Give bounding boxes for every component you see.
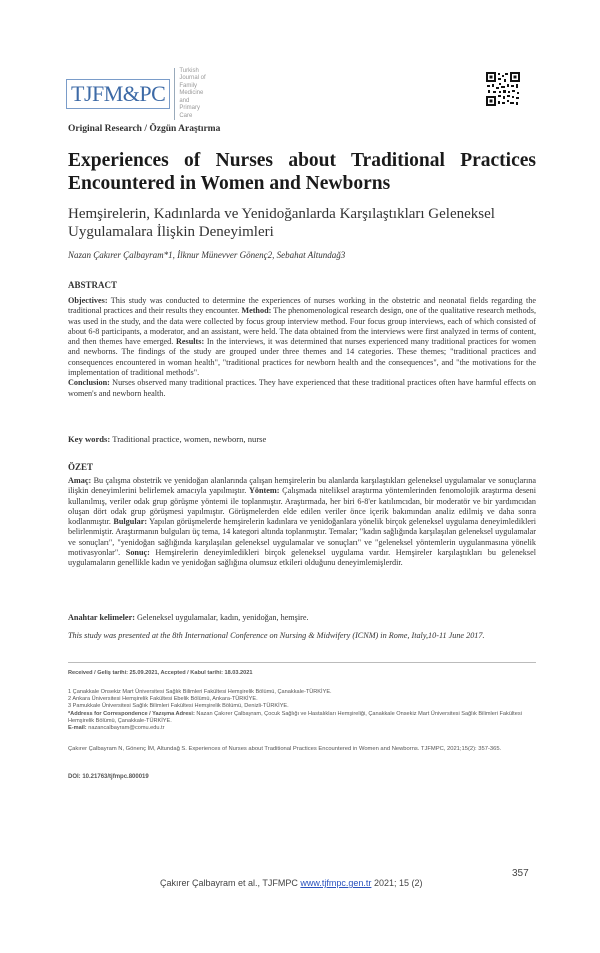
amac-label: Amaç: <box>68 476 92 485</box>
keywords-label: Key words: <box>68 434 111 444</box>
affiliation-line: 3 Pamukkale Üniversitesi Sağlık Bilimleri Fakültesi Hemşirelik Bölümü, Denizli-TÜRKİYE. <box>68 703 289 710</box>
method-label: Method: <box>241 306 272 316</box>
abstract-body <box>68 296 536 399</box>
logo-sub-line: Family Medicine and <box>179 82 204 104</box>
citation: Çakırer Çalbayram N, Gönenç İM, Altundağ S. Experiences of Nurses about Traditional Practices Encountered in Women and Newborns. TJFMPC, 2021;15(2): 357-365. <box>68 746 502 752</box>
logo-sub-line: Turkish Journal of <box>179 67 206 82</box>
logo-mark: TJFM&PC <box>66 79 170 109</box>
email-label: E-mail: <box>68 725 87 732</box>
amac-text: Bu çalışma obstetrik ve yenidoğan alanlarında çalışan hemşirelerin bu alanlarda karşılaştıkları geleneksel uygulamalar ve sonuçlarına ilişkin deneyimlerini belirlemek amacıyla yapılmıştır. <box>68 476 536 496</box>
section-divider <box>68 662 536 663</box>
article-title: Experiences of Nurses about Traditional Practices Encountered in Women and Newborns <box>68 150 536 194</box>
anahtar-text: Geleneksel uygulamalar, kadın, yenidoğan, hemşire. <box>136 613 309 622</box>
affiliation-line: 2 Ankara Üniversitesi Hemşirelik Fakültesi Ebelik Bölümü, Ankara-TÜRKİYE. <box>68 696 258 703</box>
yontem-text: Çalışmada niteliksel araştırma yöntemlerinden fenomolojik araştırma deseni kullanılmış, veriler odak grup görüşme yöntemi ile toplanmıştır. Araştırmada, her biri 6-8'er katılımcıdan, bir moderatör ve bir yardımcıdan oluşan dört odak grup görüşmesi yapılmıştır. Görüşmelerden elde edilen veriler önce içerik bakımından analiz edilmiş ve daha sonra kodlanmıştır. <box>68 486 537 527</box>
anahtar-label: Anahtar kelimeler: <box>68 613 135 622</box>
results-label: Results: <box>176 337 205 347</box>
email-link[interactable]: nazancalbayram@comu.edu.tr <box>88 725 165 732</box>
doi-link[interactable]: 10.21763/tjfmpc.800019 <box>82 774 149 780</box>
objectives-text: This study was conducted to determine the experiences of nurses working in the obstetric and neonatal fields regarding the traditional practices and their results they encounter. <box>68 296 536 316</box>
correspondence-text: Nazan Çakırer Çalbayram, Çocuk Sağlığı ve Hastalıkları Hemşireliği, Çanakkale Onsekiz Mart Üniversitesi Sağlık Bilimleri Fakültesi Hemşirelik Bölümü, Çanakkale-TÜRKİYE. <box>68 710 522 724</box>
bulgular-label: Bulgular: <box>113 517 148 527</box>
anahtar-kelimeler <box>68 613 536 623</box>
keywords-text: Traditional practice, women, newborn, nurse <box>112 434 267 444</box>
conclusion-label: Conclusion: <box>68 378 110 388</box>
footer-website-link[interactable]: www.tjfmpc.gen.tr <box>300 878 372 888</box>
qr-code-icon[interactable] <box>486 72 520 106</box>
article-type: Original Research / Özgün Araştırma <box>68 124 221 134</box>
affiliation-line: 1 Çanakkale Onsekiz Mart Üniversitesi Sağlık Bilimleri Fakültesi Hemşirelik Bölümü, Çanakkale-TÜRKİYE. <box>68 689 332 695</box>
objectives-label: Objectives: <box>68 296 108 305</box>
logo-subtitle <box>174 68 206 121</box>
page-number: 357 <box>512 868 529 879</box>
footer-prefix: Çakırer Çalbayram et al., TJFMPC <box>160 878 298 888</box>
doi-label: DOI: <box>68 774 81 780</box>
footer-suffix: 2021; 15 (2) <box>373 878 423 888</box>
conclusion-text: Nurses observed many traditional practices. They have experienced that these traditional practices often have harmful effects on women's and newborn health. <box>68 378 537 398</box>
affiliations <box>68 689 536 732</box>
received-dates: Received / Geliş tarihi: 25.09.2021, Accepted / Kabul tarihi: 18.03.2021 <box>68 670 253 676</box>
ozet-body <box>68 476 536 569</box>
yontem-label: Yöntem: <box>248 486 280 496</box>
logo-sub-line: Primary Care <box>179 105 200 119</box>
method-text: The phenomenological research design, one of the qualitative research methods, was used in the study, and the data were collected by focus group interview method. Four focus group interviews, each of which consisted of about 6-8 participants, a moderator, and an assistant, were held. The data obtained from the interviews were first analyzed in terms of content, and then themes have emerged. <box>68 306 536 347</box>
sonuc-text: Hemşirelerin deneyimledikleri birçok geleneksel uygulama vardır. Hemşireler karşılaştıkları bu geleneksel uygulamaların genellikle kadın ve yenidoğan sağlığına olumsuz etkileri olduğunu deneyimlemişlerdir. <box>68 548 536 568</box>
sonuc-label: Sonuç: <box>125 548 150 558</box>
keywords <box>68 434 536 444</box>
presentation-note: This study was presented at the 8th International Conference on Nursing & Midwifery (ICNM) in Rome, Italy,10-11 June 2017. <box>68 631 485 640</box>
journal-logo <box>66 67 206 119</box>
page-footer <box>160 878 460 888</box>
doi <box>68 774 149 780</box>
author-list <box>68 250 345 260</box>
bulgular-text: Yapılan görüşmelerde hemşirelerin kadınlara ve yenidoğanlara yönelik birçok geleneksel uygulama deneyimledikleri belirlenmiştir. Araştırmanın bulguları üç tema, 14 kategori altında toplanmıştır. Temalar; "kadın sağlığında karşılaşılan geleneksel uygulamalar ve sonuçları", "yenidoğan sağlığında karşılaşılan geleneksel uygulamalar ve sonuçları" ve "geleneksel yöntemlerin uygulanmasına yönelik motivasyonlar". <box>68 517 537 558</box>
correspondence-label: *Address for Correspondence / Yazışma Adresi: <box>68 710 195 717</box>
abstract-heading: ABSTRACT <box>68 280 118 290</box>
authors-text: Nazan Çakırer Çalbayram*1, İlknur Münevver Gönenç2, Sebahat Altundağ3 <box>68 250 346 260</box>
results-text: In the interviews, it was determined that nurses experienced many traditional practices for women and newborns. The findings of the study are grouped under three themes and 14 categories. These themes; "traditional practices and consequences encountered in woman health", "traditional practices for newborn health and the consequences", and "the motivations for the implementation of traditional methods". <box>68 337 536 378</box>
ozet-heading: ÖZET <box>68 462 94 472</box>
article-title-turkish: Hemşirelerin, Kadınlarda ve Yenidoğanlarda Karşılaştıkları Geleneksel Uygulamalara İlişkin Deneyimleri <box>68 206 495 240</box>
